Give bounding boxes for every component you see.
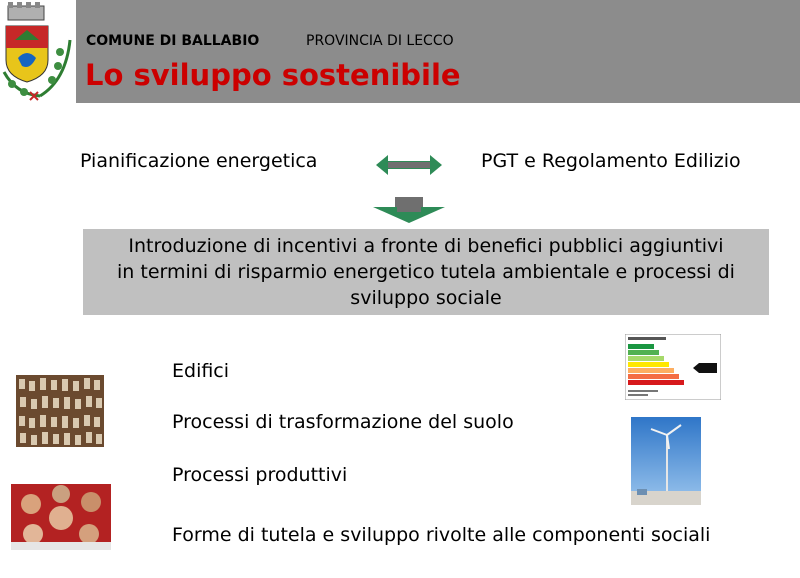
people-photo [11,484,111,554]
provincia-label: PROVINCIA DI LECCO [306,33,454,49]
list-item-suolo: Processi di trasformazione del suolo [172,411,514,433]
incentive-line-2: in termini di risparmio energetico tutela ambientale e processi di [117,261,735,283]
incentive-line-3: sviluppo sociale [350,287,502,309]
down-arrow-icon [373,197,445,227]
pianificazione-label: Pianificazione energetica [80,150,318,172]
incentive-box [83,229,769,315]
incentive-line-1: Introduzione di incentivi a fronte di benefici pubblici aggiuntivi [128,235,724,257]
page-title: Lo sviluppo sostenibile [85,58,461,92]
buildings-photo [16,375,104,451]
list-item-produttivi: Processi produttivi [172,464,348,486]
energy-label-image [625,334,721,404]
double-arrow-icon [376,154,442,180]
wind-turbine-photo [631,417,701,509]
coat-of-arms-logo [0,0,76,103]
list-item-sociali: Forme di tutela e sviluppo rivolte alle componenti sociali [172,524,711,546]
list-item-edifici: Edifici [172,360,230,382]
pgt-label: PGT e Regolamento Edilizio [481,150,741,172]
comune-label: COMUNE DI BALLABIO [86,33,260,49]
